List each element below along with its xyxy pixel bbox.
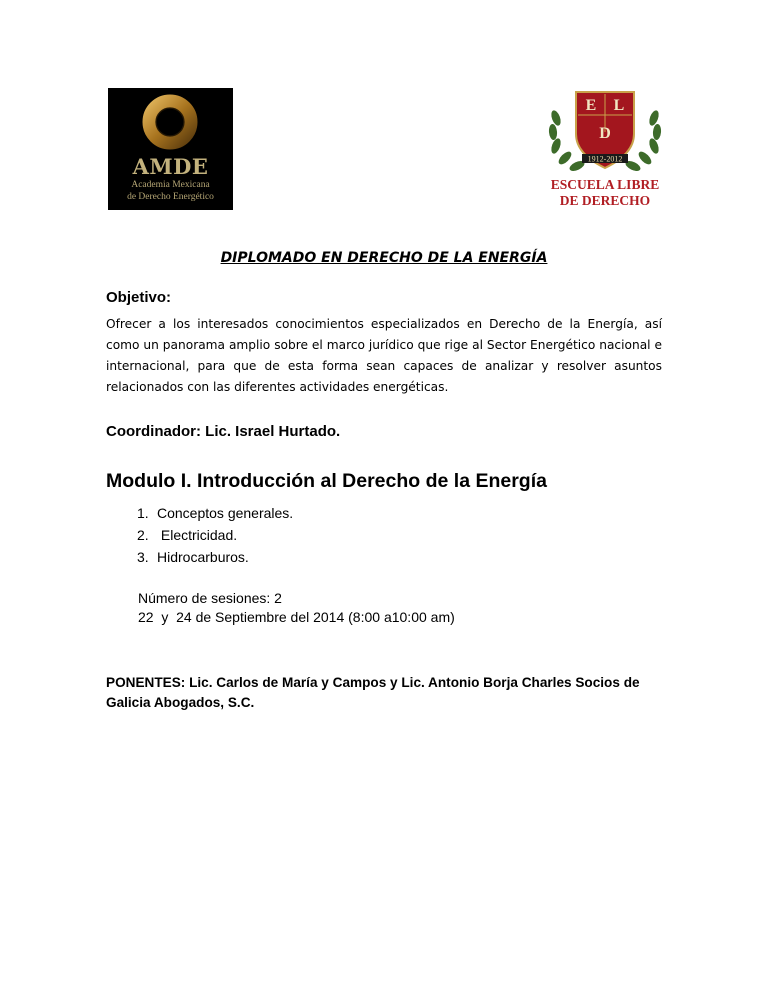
list-item <box>137 524 293 546</box>
document-title: DIPLOMADO EN DERECHO DE LA ENERGÍA <box>220 250 548 266</box>
amde-title: AMDE <box>132 154 209 179</box>
topic-number: 2. <box>137 527 149 543</box>
amde-subtitle-line1: Academia Mexicana <box>131 180 210 190</box>
eld-logo <box>540 88 670 216</box>
eld-shield-icon <box>540 88 670 178</box>
amde-logo <box>108 88 233 210</box>
eld-name-line2: DE DERECHO <box>559 193 651 208</box>
eld-letter-d: D <box>599 125 611 142</box>
module-title: Modulo I. Introducción al Derecho de la Energía <box>106 470 547 492</box>
eld-letter-e: E <box>585 97 597 114</box>
topic-number: 1. <box>137 505 149 521</box>
eld-letter-l: L <box>613 97 625 114</box>
list-item <box>137 546 293 568</box>
sessions-count: Número de sesiones: 2 <box>138 590 282 606</box>
topic-label: Conceptos generales. <box>157 505 294 521</box>
sessions-block <box>138 589 455 627</box>
eld-years-text: 1912-2012 <box>587 154 623 164</box>
sessions-dates: 22 y 24 de Septiembre del 2014 (8:00 a10:00 am) <box>138 609 455 625</box>
list-item <box>137 502 293 524</box>
objective-text: Ofrecer a los interesados conocimientos especializados en Derecho de la Energía, así como un panorama amplio sobre el marco jurídico que rige al Sector Energético nacional e internacional, para que de esta forma sean capaces de analizar y resolver asuntos relacionados con las diferentes actividades energéticas. <box>106 317 662 394</box>
topic-label: Hidrocarburos. <box>157 549 249 565</box>
topic-number: 3. <box>137 549 149 565</box>
speakers-text: PONENTES: Lic. Carlos de María y Campos y Lic. Antonio Borja Charles Socios de Galicia Abogados, S.C. <box>106 675 640 710</box>
eld-name-line1: ESCUELA LIBRE <box>550 177 660 192</box>
coordinator-line: Coordinador: Lic. Israel Hurtado. <box>106 423 341 440</box>
topic-list <box>137 502 293 568</box>
objective-heading: Objetivo: <box>106 289 172 306</box>
amde-subtitle-line2: de Derecho Energético <box>127 192 214 202</box>
topic-label: Electricidad. <box>157 527 238 543</box>
